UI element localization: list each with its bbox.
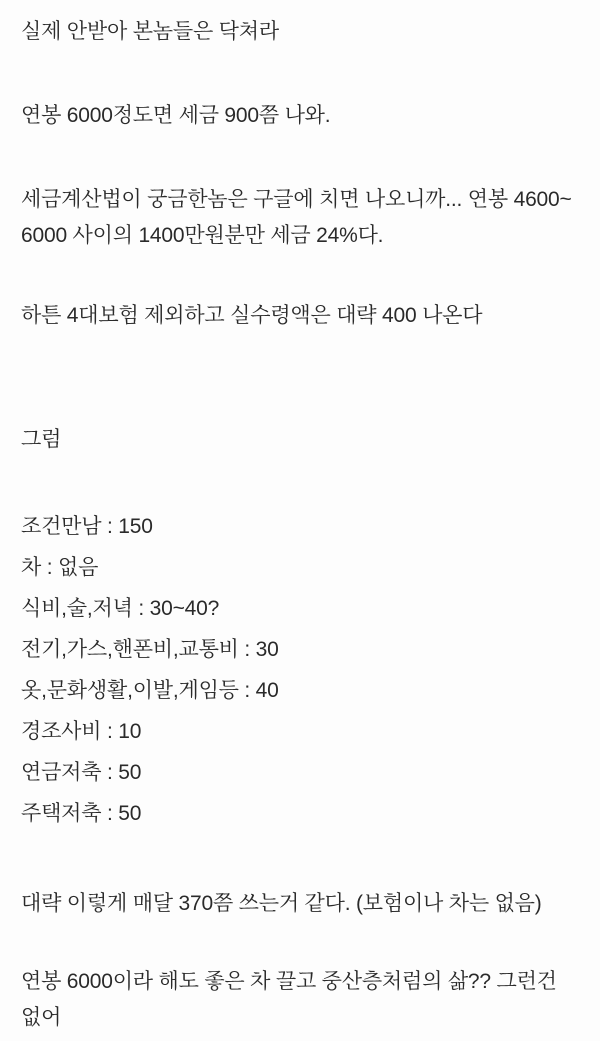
expense-value: 30	[255, 638, 279, 661]
expense-label: 식비,술,저녁	[21, 597, 133, 620]
expense-value: 40	[255, 679, 279, 702]
expense-label: 옷,문화생활,이발,게임등	[21, 679, 239, 702]
paragraph-conclusion	[21, 964, 580, 1036]
expense-row	[21, 755, 580, 791]
expense-separator: :	[132, 597, 150, 620]
expense-value: 50	[118, 761, 142, 784]
paragraph-line: 하튼 4대보험 제외하고 실수령액은 대략 400 나온다	[21, 304, 483, 327]
expense-label: 차	[21, 556, 42, 579]
expense-row	[21, 591, 580, 627]
expense-value: 50	[118, 802, 142, 825]
expense-separator: :	[238, 679, 256, 702]
paragraph-net-income	[21, 298, 580, 334]
paragraph-tax-detail	[21, 182, 580, 254]
expense-value: 10	[118, 720, 142, 743]
expense-separator: :	[101, 802, 119, 825]
expense-value: 없음	[58, 556, 99, 579]
paragraph-line: 대략 이렇게 매달 370쯤 쓰는거 같다. (보험이나 차는 없음)	[21, 892, 542, 915]
paragraph-monthly-total	[21, 886, 580, 922]
expense-row	[21, 714, 580, 750]
expense-row	[21, 673, 580, 709]
expense-row	[21, 796, 580, 832]
expense-list	[21, 509, 580, 832]
paragraph-line: 그럼	[21, 428, 62, 451]
expense-label: 연금저축	[21, 761, 102, 784]
paragraph-line: 연봉 6000이라 해도 좋은 차 끌고 중산층처럼의 삶?? 그런건	[21, 970, 557, 993]
paragraph-tax-summary	[21, 98, 580, 134]
paragraph-line: 세금계산법이 궁금한놈은 구글에 치면 나오니까... 연봉 4600~	[21, 188, 572, 211]
expense-label: 경조사비	[21, 720, 102, 743]
expense-value: 150	[118, 515, 153, 538]
expense-label: 전기,가스,핸폰비,교통비	[21, 638, 239, 661]
expense-separator: :	[41, 556, 58, 579]
paragraph-line: 연봉 6000정도면 세금 900쯤 나와.	[21, 104, 331, 127]
expense-separator: :	[101, 761, 119, 784]
paragraph-line: 6000 사이의 1400만원분만 세금 24%다.	[21, 224, 384, 247]
expense-separator: :	[238, 638, 256, 661]
expense-row	[21, 550, 580, 586]
expense-label: 조건만남	[21, 515, 102, 538]
expense-separator: :	[101, 515, 119, 538]
paragraph-line: 실제 안받아 본놈들은 닥쳐라	[21, 20, 279, 43]
expense-separator: :	[101, 720, 119, 743]
expense-row	[21, 509, 580, 545]
expense-label: 주택저축	[21, 802, 102, 825]
paragraph-disclaimer	[21, 14, 580, 50]
expense-value: 30~40?	[149, 597, 220, 620]
paragraph-line: 없어	[21, 1006, 62, 1029]
paragraph-then	[21, 422, 580, 458]
expense-row	[21, 632, 580, 668]
